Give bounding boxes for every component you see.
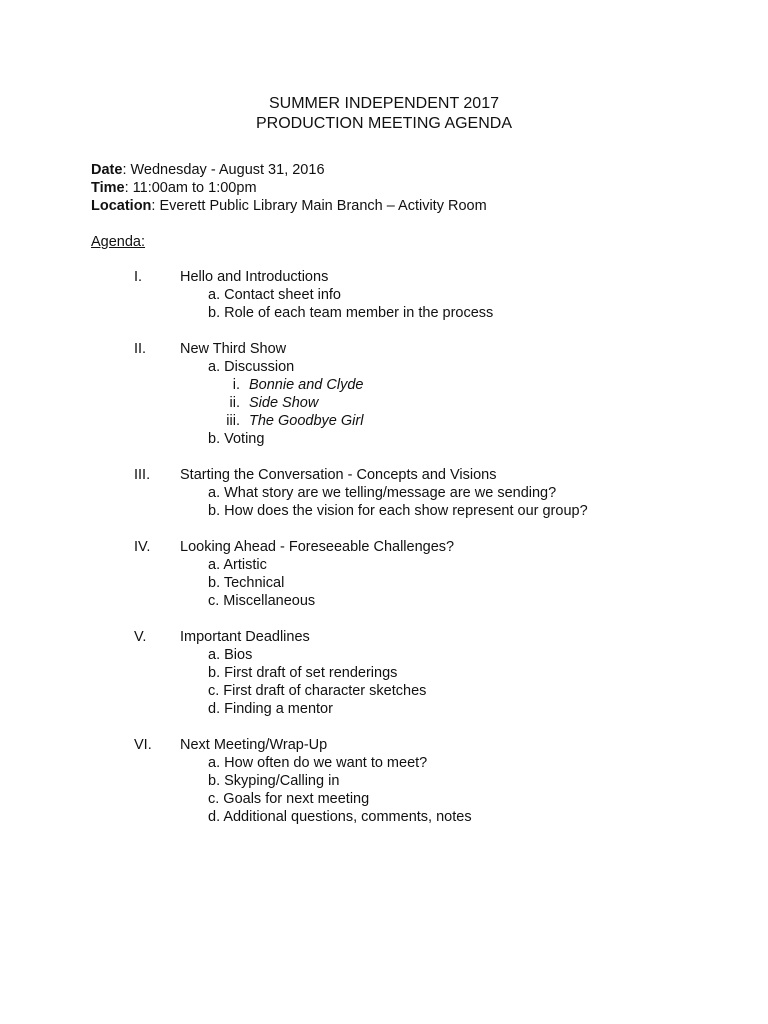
agenda-item-text: a. Discussion (208, 359, 295, 375)
section-title: New Third Show (180, 341, 287, 357)
location-value: : Everett Public Library Main Branch – Activity Room (151, 198, 487, 214)
date-label: Date (91, 162, 123, 178)
section-heading (0, 466, 768, 484)
agenda-item-text: b. Voting (208, 431, 265, 447)
location-row (91, 197, 487, 215)
section-heading (0, 538, 768, 556)
section-number: V. (134, 629, 147, 645)
agenda-item-text: b. First draft of set renderings (208, 665, 398, 681)
section-heading (0, 736, 768, 754)
agenda-item (0, 664, 768, 682)
title-line-2: PRODUCTION MEETING AGENDA (255, 115, 513, 132)
document-title (0, 94, 768, 134)
time-row (91, 179, 487, 197)
agenda-section (0, 268, 768, 322)
agenda-item-text: c. First draft of character sketches (208, 683, 427, 699)
section-title: Next Meeting/Wrap-Up (180, 737, 328, 753)
section-number: III. (134, 467, 151, 483)
section-heading (0, 268, 768, 286)
title-line-1: SUMMER INDEPENDENT 2017 (269, 95, 499, 112)
section-number: VI. (134, 737, 152, 753)
agenda-item (0, 772, 768, 790)
agenda-item-text: a. Bios (208, 647, 253, 663)
agenda-item-text: b. How does the vision for each show represent our group? (208, 503, 588, 519)
agenda-section (0, 736, 768, 826)
agenda-item (0, 502, 768, 520)
section-number: I. (134, 269, 143, 285)
agenda-item (0, 574, 768, 592)
agenda-item-text: b. Technical (208, 575, 285, 591)
section-heading (0, 340, 768, 358)
subitem-number: iii. (226, 413, 240, 429)
time-label: Time (91, 180, 125, 196)
agenda-section (0, 466, 768, 520)
section-heading (0, 628, 768, 646)
agenda-item (0, 646, 768, 664)
date-row (91, 161, 487, 179)
agenda-item (0, 358, 768, 376)
agenda-item-text: b. Skyping/Calling in (208, 773, 340, 789)
agenda-item (0, 484, 768, 502)
location-label: Location (91, 198, 152, 214)
agenda-item (0, 808, 768, 826)
section-title: Hello and Introductions (180, 269, 329, 285)
agenda-item (0, 430, 768, 448)
agenda-item-text: c. Miscellaneous (208, 593, 316, 609)
show-title: The Goodbye Girl (249, 413, 364, 429)
agenda-item (0, 304, 768, 322)
section-number: IV. (134, 539, 151, 555)
agenda-item-text: c. Goals for next meeting (208, 791, 370, 807)
agenda-item-text: b. Role of each team member in the process (208, 305, 494, 321)
agenda-item-text: d. Finding a mentor (208, 701, 333, 717)
agenda-subitem (0, 412, 768, 430)
agenda-item (0, 592, 768, 610)
section-title: Looking Ahead - Foreseeable Challenges? (180, 539, 455, 555)
agenda-item-text: d. Additional questions, comments, notes (208, 809, 472, 825)
agenda-section (0, 340, 768, 448)
agenda-item (0, 286, 768, 304)
section-number: II. (134, 341, 147, 357)
time-value: : 11:00am to 1:00pm (124, 180, 257, 196)
meeting-details (91, 161, 487, 215)
agenda-section (0, 538, 768, 610)
agenda-item (0, 700, 768, 718)
agenda-item (0, 754, 768, 772)
agenda-item (0, 682, 768, 700)
section-title: Important Deadlines (180, 629, 310, 645)
date-value: : Wednesday - August 31, 2016 (122, 162, 325, 178)
agenda-item-text: a. Artistic (208, 557, 267, 573)
subitem-number: ii. (229, 395, 240, 411)
agenda-subitem (0, 376, 768, 394)
agenda-heading: Agenda: (91, 234, 146, 250)
agenda-item-text: a. What story are we telling/message are we sending? (208, 485, 557, 501)
agenda-subitem (0, 394, 768, 412)
section-title: Starting the Conversation - Concepts and Visions (180, 467, 497, 483)
agenda-item (0, 556, 768, 574)
agenda-section (0, 628, 768, 718)
show-title: Side Show (249, 395, 319, 411)
subitem-number: i. (232, 377, 240, 393)
agenda-item-text: a. How often do we want to meet? (208, 755, 428, 771)
agenda-item-text: a. Contact sheet info (208, 287, 341, 303)
agenda-list (0, 268, 768, 844)
agenda-item (0, 790, 768, 808)
show-title: Bonnie and Clyde (249, 377, 364, 393)
